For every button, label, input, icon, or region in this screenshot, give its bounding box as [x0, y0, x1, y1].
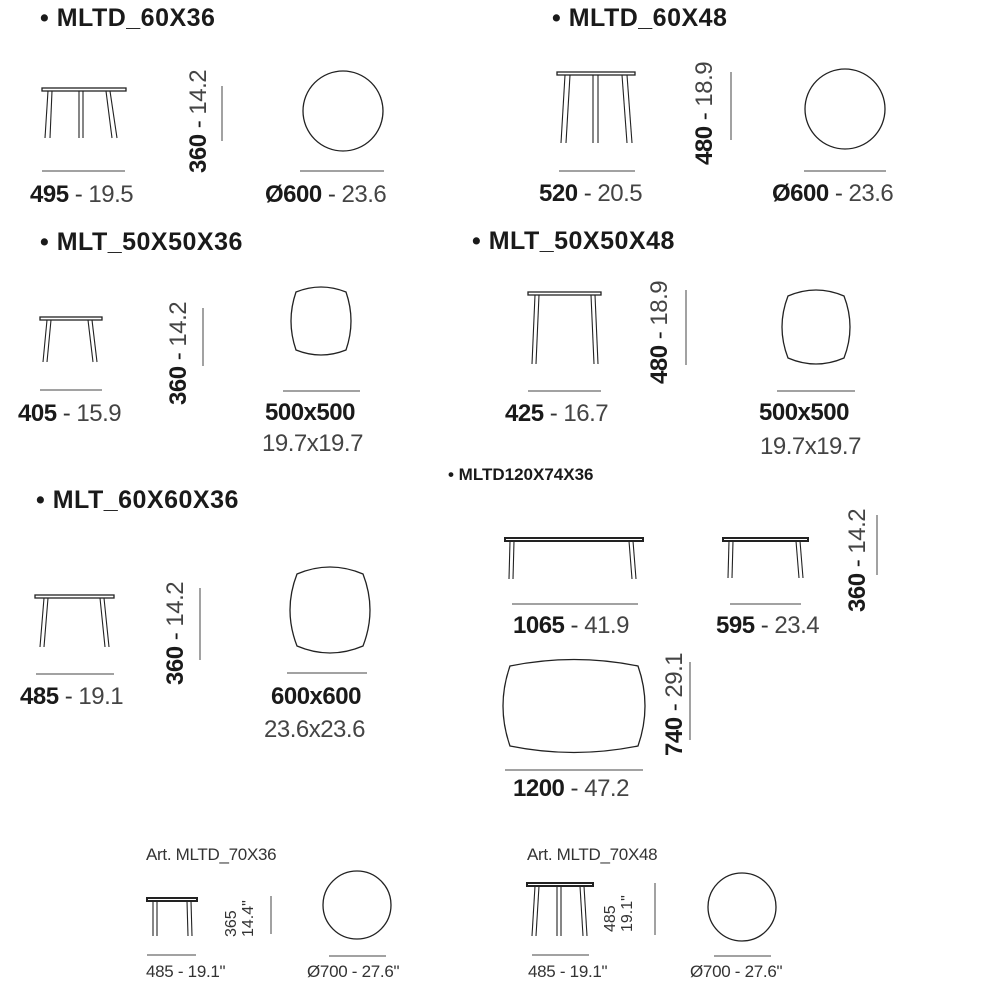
- depth-dimension: 595 - 23.4: [716, 612, 820, 639]
- table-leg: [50, 91, 52, 138]
- section-title-mltd-70x48: Art. MLTD_70X48: [527, 845, 658, 864]
- width-dimension: 485 - 19.1": [528, 962, 608, 981]
- height-dimension: 360 - 14.2: [162, 581, 189, 685]
- section-title-mlt-50x50x36: • MLT_50X50X36: [40, 228, 243, 256]
- top-size-mm: 500x500: [759, 399, 849, 426]
- table-leg: [45, 91, 48, 138]
- diameter-dimension: Ø600 - 23.6: [265, 181, 387, 208]
- length-dimension: 1065 - 41.9: [513, 612, 629, 639]
- top-size-inch: 19.7x19.7: [262, 430, 363, 457]
- mlt-50x50x48-top-view-square: [782, 290, 850, 364]
- height-dimension: 360 - 14.2: [185, 69, 212, 173]
- mlt-50x50-top-view-square: [291, 287, 351, 355]
- width-dimension: 425 - 16.7: [505, 400, 609, 427]
- mltd-60x36-top-view-round: [303, 71, 383, 151]
- section-title-mltd-60x36: • MLTD_60X36: [40, 4, 216, 32]
- width-dimension: 485 - 19.1: [20, 683, 124, 710]
- width-dimension: 520 - 20.5: [539, 180, 643, 207]
- height-dimension: 480 - 18.9: [646, 280, 673, 384]
- height-dimension: 360 - 14.2: [165, 301, 192, 405]
- section-title-mltd-60x48: • MLTD_60X48: [552, 4, 728, 32]
- top-size-mm: 500x500: [265, 399, 355, 426]
- height-dimension: 480 - 18.9: [691, 61, 718, 165]
- section-title-mlt-50x50x48: • MLT_50X50X48: [472, 227, 675, 255]
- section-title-mlt-60x60x36: • MLT_60X60X36: [36, 486, 239, 514]
- section-title-mltd-70x36: Art. MLTD_70X36: [146, 845, 277, 864]
- diameter-dimension: Ø700 - 27.6": [307, 962, 400, 981]
- table-top: [42, 88, 126, 91]
- top-size-inch: 23.6x23.6: [264, 716, 365, 743]
- mltd120-long-side-view: [505, 538, 643, 604]
- mltd-60x48-top-view-round: [805, 69, 885, 149]
- height-dimension: 360 - 14.2: [844, 508, 871, 612]
- width-dimension: 495 - 19.5: [30, 181, 134, 208]
- section-title-mltd120x74x36: • MLTD120X74X36: [448, 465, 594, 484]
- top-size-inch: 19.7x19.7: [760, 433, 861, 460]
- mltd120-top-view-rect: [503, 660, 645, 753]
- diameter-dimension: Ø600 - 23.6: [772, 180, 894, 207]
- top-size-mm: 600x600: [271, 683, 361, 710]
- width-dimension: 485 - 19.1": [146, 962, 226, 981]
- top-length-dimension: 1200 - 47.2: [513, 775, 629, 802]
- height-dimension: 365 14.4": [223, 900, 257, 937]
- height-dimension: 485 19.1": [602, 895, 636, 932]
- mltd-70x36-top-view-round: [323, 871, 391, 939]
- mltd-70x48-top-view-round: [708, 873, 776, 941]
- mlt-60x60-top-view-square: [290, 567, 370, 653]
- top-width-dimension: 740 - 29.1: [661, 652, 688, 756]
- diameter-dimension: Ø700 - 27.6": [690, 962, 783, 981]
- width-dimension: 405 - 15.9: [18, 400, 122, 427]
